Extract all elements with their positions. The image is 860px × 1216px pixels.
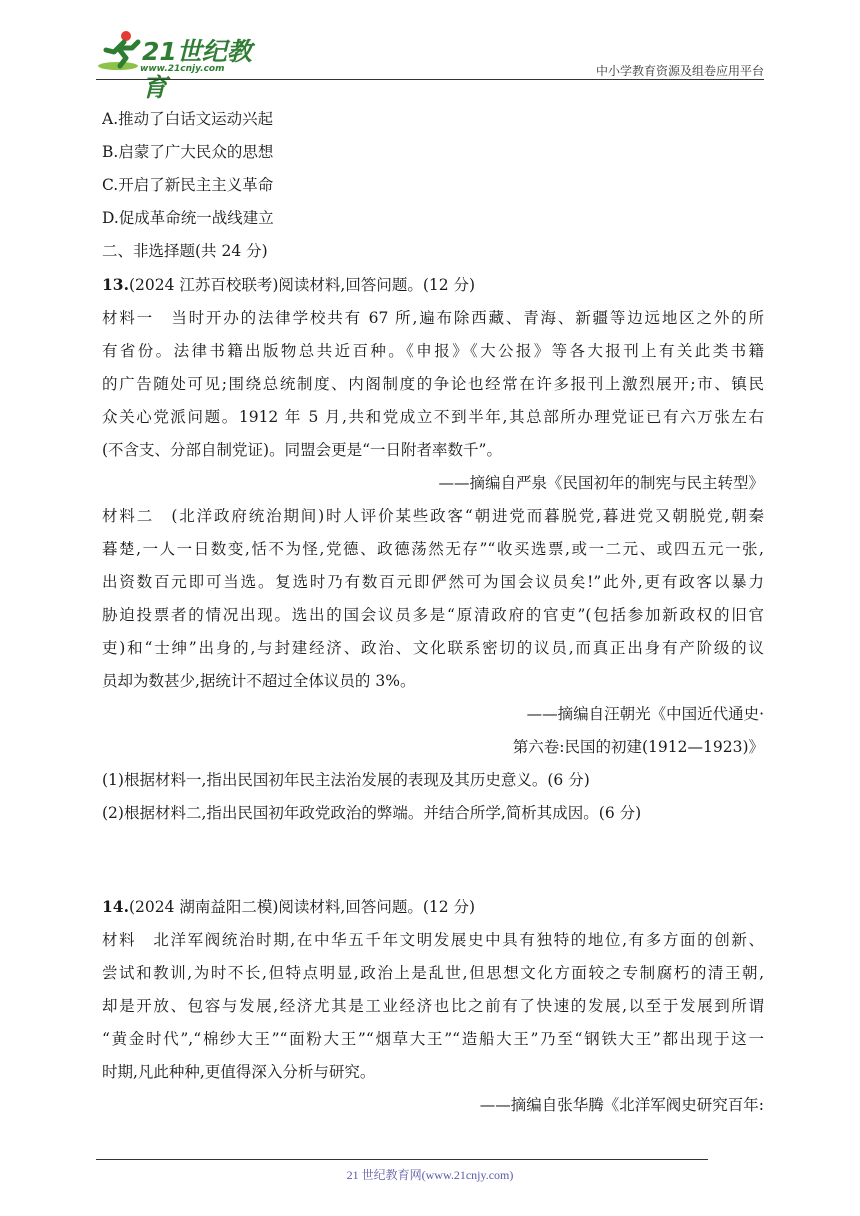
site-logo[interactable] (96, 28, 266, 102)
material2-line: 员却为数甚少,据统计不超过全体议员的 3%。 (102, 672, 416, 690)
material2-line: 出资数百元即可当选。复选时乃有数百元即俨然可为国会议员矣!”此外,更有政客以暴力 (102, 573, 764, 591)
material1-source: ——摘编自严泉《民国初年的制宪与民主转型》 (438, 474, 764, 492)
option-b: B.启蒙了广大民众的思想 (102, 143, 274, 161)
page-header (96, 28, 764, 102)
option-a: A.推动了白话文运动兴起 (102, 110, 274, 128)
material-line: 尝试和教训,为时不长,但特点明显,政治上是乱世,但思想文化方面较之专制腐朽的清王朝, (102, 964, 764, 982)
material-source: ——摘编自张华腾《北洋军阀史研究百年: (479, 1096, 764, 1114)
material1-line: 的广告随处可见;围绕总统制度、内阁制度的争论也经常在许多报刊上激烈展开;市、镇民 (102, 375, 764, 393)
option-c: C.开启了新民主主义革命 (102, 176, 274, 194)
question-14-text: (2024 湖南益阳二模)阅读材料,回答问题。(12 分) (128, 898, 476, 916)
question-13-number: 13. (102, 275, 129, 294)
section-title: 二、非选择题(共 24 分) (102, 242, 268, 260)
material2-line: 暮楚,一人一日数变,恬不为怪,党德、政德荡然无存”“收买选票,或一二元、或四五元一张, (102, 540, 764, 558)
material1-line: 有省份。法律书籍出版物总共近百种。《申报》《大公报》等各大报刊上有关此类书籍 (102, 342, 764, 360)
platform-name: 中小学教育资源及组卷应用平台 (595, 64, 764, 78)
material-line: 却是开放、包容与发展,经济尤其是工业经济也比之前有了快速的发展,以至于发展到所谓 (102, 997, 764, 1015)
footer-divider (96, 1159, 708, 1160)
material-line: “黄金时代”,“棉纱大王”“面粉大王”“烟草大王”“造船大王”乃至“钢铁大王”都出现于这一 (102, 1030, 764, 1048)
logo-text: 21世纪教育 (142, 37, 252, 102)
material2-source: 第六卷:民国的初建(1912—1923)》 (512, 738, 764, 756)
material-line: 材料 北洋军阀统治时期,在中华五千年文明发展史中具有独特的地位,有多方面的创新、 (102, 931, 764, 949)
material1-line: 材料一 当时开办的法律学校共有 67 所,遍布除西藏、青海、新疆等边远地区之外的所 (102, 309, 764, 327)
header-divider (96, 79, 764, 80)
material2-source: ——摘编自汪朝光《中国近代通史· (526, 705, 764, 723)
footer-text[interactable]: 21 世纪教育网(www.21cnjy.com) (346, 1168, 514, 1182)
logo-url: www.21cnjy.com (140, 64, 225, 74)
option-d: D.促成革命统一战线建立 (102, 209, 274, 227)
question-14-number: 14. (102, 897, 129, 916)
question-13-stem (102, 268, 764, 302)
runner-icon (96, 28, 144, 76)
sub-question-1: (1)根据材料一,指出民国初年民主法治发展的表现及其历史意义。(6 分) (102, 771, 590, 789)
material1-line: (不含支、分部自制党证)。同盟会更是“一日附者率数千”。 (102, 441, 502, 459)
material2-line: 胁迫投票者的情况出现。选出的国会议员多是“原清政府的官吏”(包括参加新政权的旧官 (102, 606, 764, 624)
question-14-stem (102, 890, 764, 924)
sub-question-2: (2)根据材料二,指出民国初年政党政治的弊端。并结合所学,简析其成因。(6 分) (102, 804, 642, 822)
document-body (102, 103, 764, 1122)
answer-space (102, 830, 764, 890)
material-line: 时期,凡此种种,更值得深入分析与研究。 (102, 1063, 376, 1081)
question-13-text: (2024 江苏百校联考)阅读材料,回答问题。(12 分) (128, 276, 476, 294)
material1-line: 众关心党派问题。1912 年 5 月,共和党成立不到半年,其总部所办理党证已有六万张左右 (102, 408, 764, 426)
material2-line: 材料二 (北洋政府统治期间)时人评价某些政客“朝进党而暮脱党,暮进党又朝脱党,朝秦 (102, 507, 764, 525)
material2-line: 吏)和“士绅”出身的,与封建经济、政治、文化联系密切的议员,而真正出身有产阶级的议 (102, 639, 764, 657)
